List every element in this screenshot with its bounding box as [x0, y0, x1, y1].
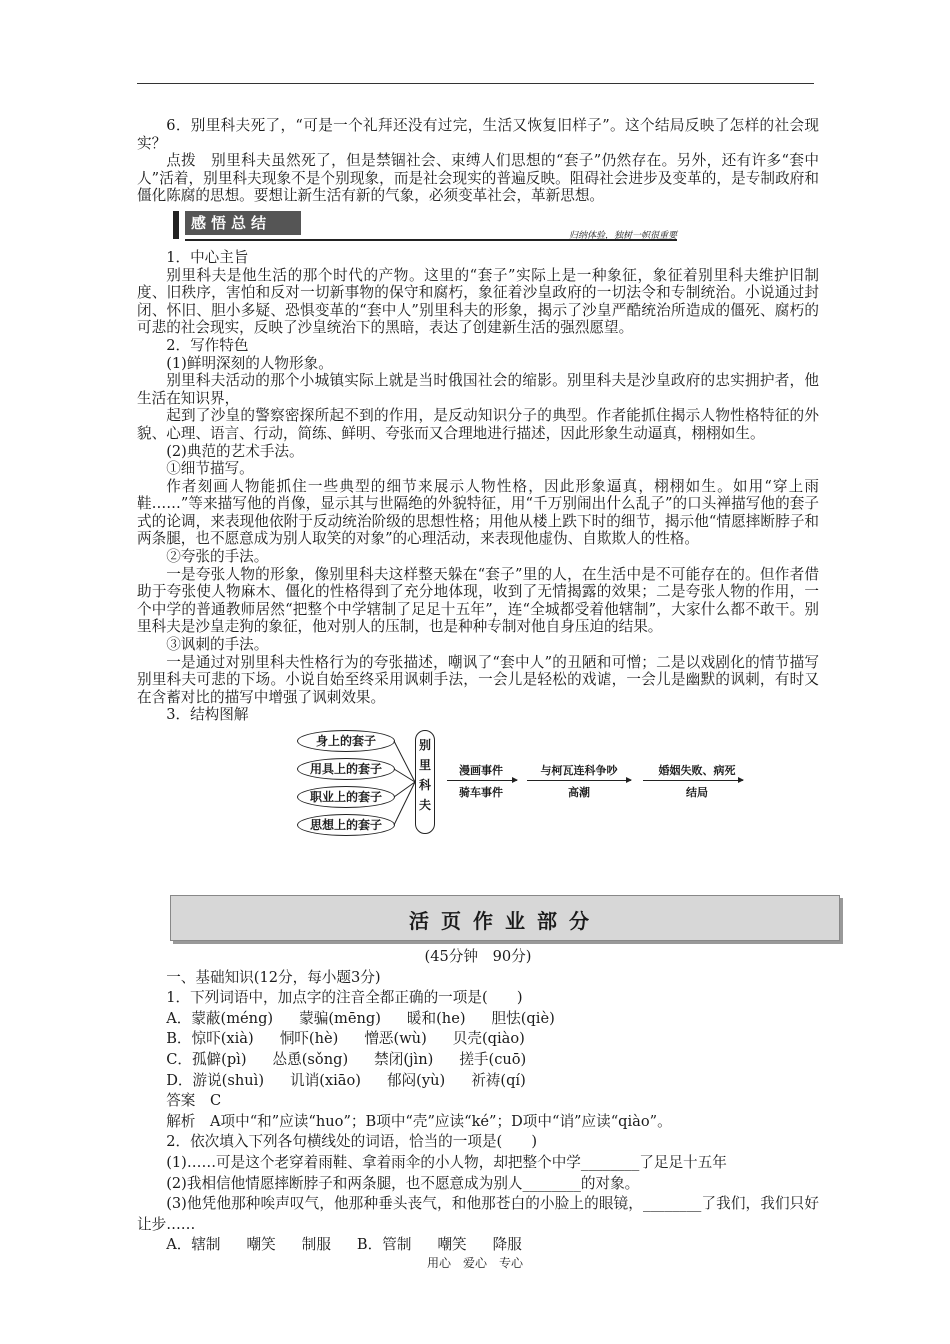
diagram-stage-3-top: 婚姻失败、病死: [658, 764, 736, 777]
paragraph: 别里科夫是他生活的那个时代的产物。这里的“套子”实际上是一种象征，象征着别里科夫维护旧制度、旧秩序，害怕和反对一切新事物的保守和腐朽，象征着沙皇政府的一切法令和专制统治。小说通过封闭、怀旧、胆小多疑、恐惧变革的“套中人”别里科夫的形象，揭示了沙皇严酷统治所造成的僵死、腐朽的可悲的社会现实，反映了沙皇统治下的黑暗，表达了创建新生活的强烈愿望。: [137, 266, 819, 337]
option-item: 贝壳(qiào): [452, 1030, 525, 1048]
option-item: 胆怯(qiè): [491, 1009, 555, 1027]
analysis: 解析 A项中“和”应读“huo”；B项中“壳”应读“ké”；D项中“诮”应读“qiào”。: [166, 1112, 672, 1130]
diagram-stage-2-bottom: 高潮: [568, 786, 590, 799]
paragraph: 别里科夫活动的那个小城镇实际上就是当时俄国社会的缩影。别里科夫是沙皇政府的忠实拥护者，他生活在知识界，: [137, 372, 819, 407]
q2-options: [137, 1235, 819, 1256]
section-heading: 一、基础知识(12分，每小题3分): [166, 968, 381, 986]
paragraph: 一是夸张人物的形象，像别里科夫这样整天躲在“套子”里的人，在生活中是不可能存在的。但作者借助于夸张使人物麻木、僵化的性格得到了充分地体现，收到了无情揭露的效果；二是夸张人物的作用，一个中学的普通教师居然“把整个中学辖制了足足十五年”，连“全城都受着他辖制”，大家什么都不敢干。别里科夫是沙皇走狗的象征，他对别人的压制，也是种种专制对他自身压迫的结果。: [137, 565, 819, 636]
option-item: 郁闷(yù): [386, 1071, 446, 1089]
option-item: C．孤僻(pì): [166, 1050, 247, 1068]
option-item: 降服: [492, 1236, 522, 1254]
diagram-stage-2-top: 与柯瓦连科争吵: [540, 764, 618, 777]
arrow-icon: [527, 780, 631, 781]
sentence-2: (2)我相信他情愿摔断脖子和两条腿，也不愿意成为别人________的对象。: [166, 1174, 640, 1192]
question-6-answer: 点拨 别里科夫虽然死了，但是禁锢社会、束缚人们思想的“套子”仍然存在。另外，还有许多“套中人”活着，别里科夫现象不是个别现象，而是社会现实的普遍反映。阻碍社会进步及变革的，是专制政府和僵化陈腐的思想。要想让新生活有新的气象，必须变革社会，革新思想。: [137, 152, 819, 205]
paragraph: 一是通过对别里科夫性格行为的夸张描述，嘲讽了“套中人”的丑陋和可憎；二是以戏剧化的情节描写别里科夫可悲的下场。小说自始至终采用讽刺手法，一会儿是轻松的戏谑，一会儿是幽默的讽刺，有时又在含蓄对比的描写中增强了讽刺效果。: [137, 653, 819, 706]
option-item: 嘲笑: [246, 1236, 276, 1254]
option-item: A．蒙蔽(méng): [166, 1009, 274, 1027]
option-a: [137, 1009, 819, 1030]
homework-banner: [170, 895, 840, 941]
sentence-3: (3)他凭他那种唉声叹气，他那种垂头丧气，和他那苍白的小脸上的眼镜，________了我们，我们只好让步……: [137, 1195, 819, 1233]
option-item: 恫吓(hè): [279, 1030, 339, 1048]
header-rule: [137, 83, 814, 84]
diagram-stage-1-bottom: 骑车事件: [459, 786, 503, 799]
header-bar: [173, 211, 179, 239]
option-b: [137, 1029, 819, 1050]
method-title: ③讽刺的手法。: [166, 636, 269, 654]
option-item: 怂恿(sǒng): [272, 1050, 349, 1068]
section-title: 1．中心主旨: [166, 248, 249, 266]
diagram-stage-1-top: 漫画事件: [459, 764, 503, 777]
diagram-stage-3-bottom: 结局: [686, 786, 708, 799]
option-item: 制服: [301, 1236, 331, 1254]
diagram-oval: 用具上的套子: [297, 758, 395, 780]
diagram-oval: 职业上的套子: [297, 786, 395, 808]
subsection-title: (2)典范的艺术手法。: [166, 442, 304, 460]
diagram-center: 别里科夫: [415, 730, 435, 834]
paragraph: 作者刻画人物能抓住一些典型的细节来展示人物性格，因此形象逼真，栩栩如生。如用“穿上雨鞋……”等来描写他的肖像，显示其与世隔绝的外貌特征，用“千万别闹出什么乱子”的口头禅描写他的套子式的论调，来表现他依附于反动统治阶级的思想性格；用他从楼上跌下时的细节，揭示他“情愿摔断脖子和两条腿，也不愿意成为别人取笑的对象”的心理活动，来表现他虚伪、自欺欺人的性格。: [137, 477, 819, 548]
page-footer: 用心 爱心 专心: [426, 1256, 523, 1270]
answer: 答案 C: [166, 1092, 222, 1110]
option-item: A．辖制: [166, 1236, 221, 1254]
option-item: 蒙骗(mēng): [299, 1009, 381, 1027]
option-item: 憎恶(wù): [364, 1030, 427, 1048]
summary-title: 感悟总结: [185, 211, 301, 235]
option-item: D．游说(shuì): [166, 1071, 265, 1089]
structure-diagram: [297, 730, 857, 840]
option-item: 嘲笑: [437, 1236, 467, 1254]
summary-slogan: 归纳体验，独树一帜很重要: [569, 230, 678, 241]
diagram-oval: 身上的套子: [297, 730, 395, 752]
section-title: 3．结构图解: [166, 706, 249, 724]
diagram-oval: 思想上的套子: [297, 814, 395, 836]
option-item: 禁闭(jìn): [374, 1050, 434, 1068]
question-6: 6．别里科夫死了，“可是一个礼拜还没有过完，生活又恢复旧样子”。这个结局反映了怎样的社会现实？: [137, 117, 819, 152]
main-content: [137, 117, 819, 848]
question-1: 1．下列词语中，加点字的注音全都正确的一项是( ): [166, 989, 523, 1007]
option-item: B．惊吓(xià): [166, 1030, 254, 1048]
option-c: [137, 1050, 819, 1071]
method-title: ①细节描写。: [166, 460, 254, 478]
sentence-1: (1)……可是这个老穿着雨鞋、拿着雨伞的小人物，却把整个中学________了足足十五年: [166, 1153, 727, 1171]
option-d: [137, 1071, 819, 1092]
time-score: (45分钟 90分): [424, 948, 532, 965]
question-2: 2．依次填入下列各句横线处的词语，恰当的一项是( ): [166, 1133, 538, 1151]
method-title: ②夸张的手法。: [166, 548, 269, 566]
option-item: 搓手(cuō): [459, 1050, 527, 1068]
subsection-title: (1)鲜明深刻的人物形象。: [166, 354, 333, 372]
option-item: 讥诮(xiāo): [290, 1071, 361, 1089]
arrow-icon: [447, 780, 517, 781]
section-title: 2．写作特色: [166, 336, 249, 354]
diagram-connectors: [393, 730, 417, 836]
option-item: B．管制: [356, 1236, 412, 1254]
homework-section: [137, 947, 819, 1256]
arrow-icon: [643, 780, 743, 781]
paragraph: 起到了沙皇的警察密探所起不到的作用，是反动知识分子的典型。作者能抓住揭示人物性格特征的外貌、心理、语言、行动，简练、鲜明、夸张而又合理地进行描述，因此形象生动逼真，栩栩如生。: [137, 407, 819, 442]
option-item: 祈祷(qí): [471, 1071, 526, 1089]
banner-title: 活页作业部分: [409, 909, 601, 933]
option-item: 暖和(he): [406, 1009, 466, 1027]
summary-header: [137, 209, 819, 243]
